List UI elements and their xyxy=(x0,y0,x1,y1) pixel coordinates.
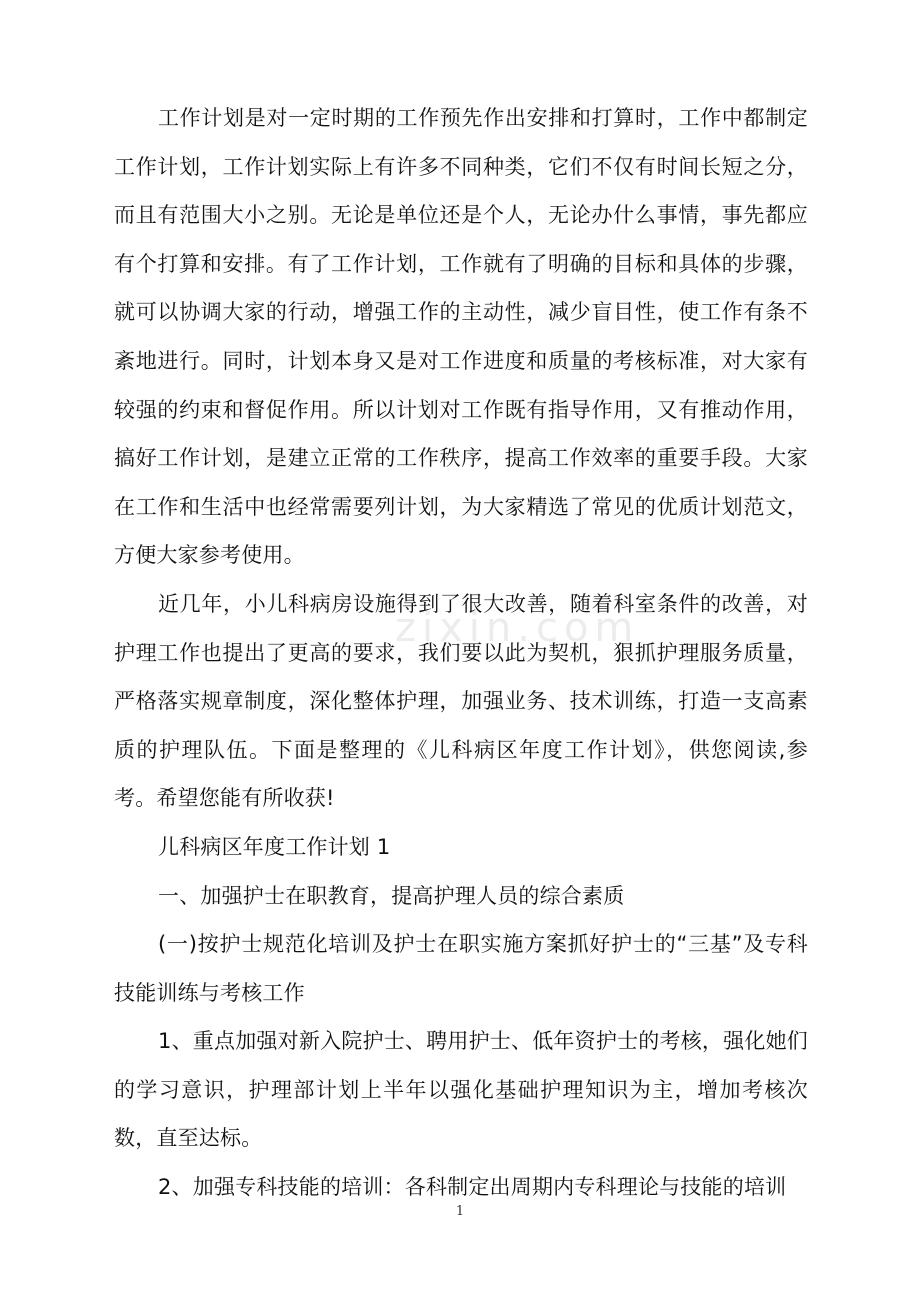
document-body xyxy=(114,94,808,1212)
watermark: zixin.com xyxy=(395,605,640,651)
list-item-1: 1、重点加强对新入院护士、聘用护士、低年资护士的考核，强化她们的学习意识，护理部计划上半年以强化基础护理知识为主，增加考核次数，直至达标。 xyxy=(114,1029,808,1151)
heading-1: 一、加强护士在职教育，提高护理人员的综合素质 xyxy=(158,883,625,908)
paragraph-intro: 工作计划是对一定时期的工作预先作出安排和打算时，工作中都制定工作计划，工作计划实际上有许多不同种类，它们不仅有时间长短之分，而且有范围大小之别。无论是单位还是个人，无论办什么事情，事先都应有个打算和安排。有了工作计划，工作就有了明确的目标和具体的步骤，就可以协调大家的行动，增强工作的主动性，减少盲目性，使工作有条不紊地进行。同时，计划本身又是对工作进度和质量的考核标准，对大家有较强的约束和督促作用。所以计划对工作既有指导作用，又有推动作用，搞好工作计划，是建立正常的工作秩序，提高工作效率的重要手段。大家在工作和生活中也经常需要列计划，为大家精选了常见的优质计划范文，方便大家参考使用。 xyxy=(114,106,808,568)
page-number: 1 xyxy=(455,1204,465,1219)
section-title: 儿科病区年度工作计划 1 xyxy=(158,834,391,859)
paragraph-pediatric-overview: 近几年，小儿科病房设施得到了很大改善，随着科室条件的改善，对护理工作也提出了更高的要求，我们要以此为契机，狠抓护理服务质量，严格落实规章制度，深化整体护理，加强业务、技术训练，打造一支高素质的护理队伍。下面是整理的《儿科病区年度工作计划》，供您阅读,参考。希望您能有所收获! xyxy=(114,591,808,811)
subheading-1: (一)按护士规范化培训及护士在职实施方案抓好护士的“三基”及专科技能训练与考核工作 xyxy=(114,932,808,1005)
list-item-2: 2、加强专科技能的培训：各科制定出周期内专科理论与技能的培训 xyxy=(158,1175,787,1200)
